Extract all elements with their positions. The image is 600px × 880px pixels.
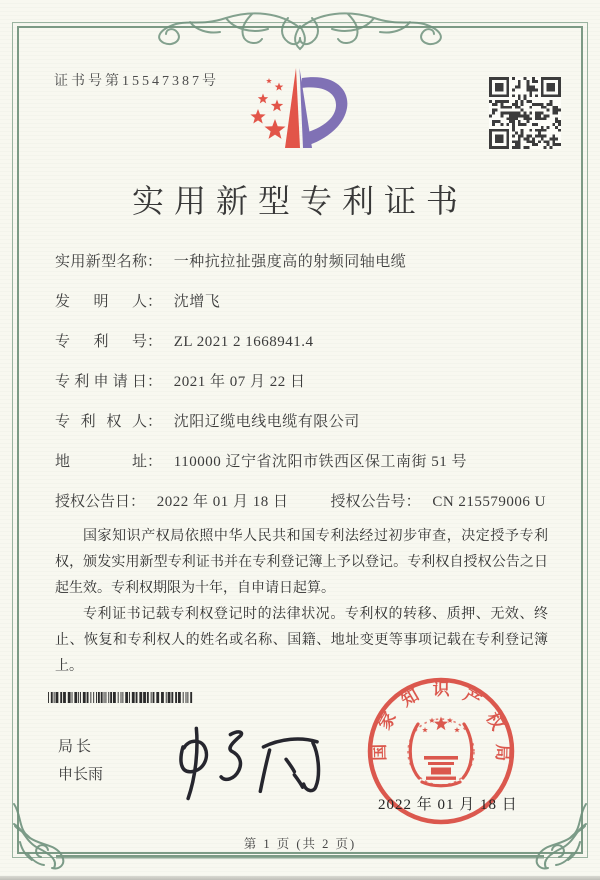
signer-block (58, 733, 103, 789)
field-row-name (55, 252, 560, 273)
field-row-inventor (55, 292, 560, 313)
field-row-filing-date (55, 372, 560, 393)
signer-title: 局长 (58, 739, 95, 755)
field-label: 专利权人 (55, 414, 147, 430)
field-value: ZL 2021 2 1668941.4 (173, 334, 314, 350)
field-value: 110000 辽宁省沈阳市铁西区保工南街 51 号 (173, 454, 467, 470)
legal-paragraph: 国家知识产权局依照中华人民共和国专利法经过初步审查，决定授予专利权，颁发实用新型专利证书并在专利登记簿上予以登记。专利权自授权公告之日起生效。专利权期限为十年，自申请日起算。 (55, 529, 548, 597)
field-label: 授权公告日 (55, 494, 131, 510)
cnipa-logo-icon (233, 60, 363, 160)
field-colon: ： (147, 414, 163, 430)
field-value: 沈增飞 (173, 294, 221, 310)
barcode-icon (48, 692, 194, 703)
field-row-patentee (55, 412, 560, 433)
page-footer: 第 1 页 (共 2 页) (243, 837, 357, 851)
signer-name: 申长雨 (58, 767, 104, 783)
field-colon: ： (147, 454, 163, 470)
field-value: 沈阳辽缆电线电缆有限公司 (173, 414, 360, 430)
grant-number-pair (331, 492, 546, 513)
field-label: 地址 (55, 454, 147, 470)
scan-edge (0, 876, 600, 880)
field-label: 授权公告号 (330, 494, 406, 510)
grant-date-pair (55, 492, 289, 513)
qr-code-icon (489, 77, 561, 149)
field-colon: ： (147, 254, 163, 270)
field-label: 实用新型名称 (55, 254, 147, 270)
fields-section (55, 252, 560, 532)
field-colon: ： (405, 494, 421, 510)
field-row-address (55, 452, 560, 473)
signature-icon (160, 716, 340, 814)
field-colon: ： (130, 494, 146, 510)
field-label: 专利号 (55, 334, 147, 350)
legal-text-section (55, 524, 548, 680)
field-row-patent-number (55, 332, 560, 353)
bottom-divider (56, 855, 544, 857)
seal-date: 2022 年 01 月 18 日 (378, 797, 518, 813)
certificate-number: 证书号第15547387号 (54, 74, 219, 89)
field-label: 专利申请日 (55, 374, 147, 390)
field-value: 2021 年 07 月 22 日 (173, 374, 306, 390)
field-value: CN 215579006 U (432, 494, 546, 510)
field-colon: ： (147, 294, 163, 310)
field-colon: ： (147, 374, 163, 390)
seal-ring-text: 国家知识产权局 (369, 679, 513, 762)
field-colon: ： (147, 334, 163, 350)
field-value: 2022 年 01 月 18 日 (156, 494, 289, 510)
field-label: 发明人 (55, 294, 147, 310)
page-title: 实用新型专利证书 (131, 183, 468, 219)
top-flourish-ornament-icon (130, 4, 470, 54)
field-row-grant (55, 492, 560, 513)
legal-paragraph: 专利证书记载专利权登记时的法律状况。专利权的转移、质押、无效、终止、恢复和专利权人的姓名或名称、国籍、地址变更等事项记载在专利登记簿上。 (55, 607, 548, 675)
field-value: 一种抗拉扯强度高的射频同轴电缆 (173, 254, 407, 270)
